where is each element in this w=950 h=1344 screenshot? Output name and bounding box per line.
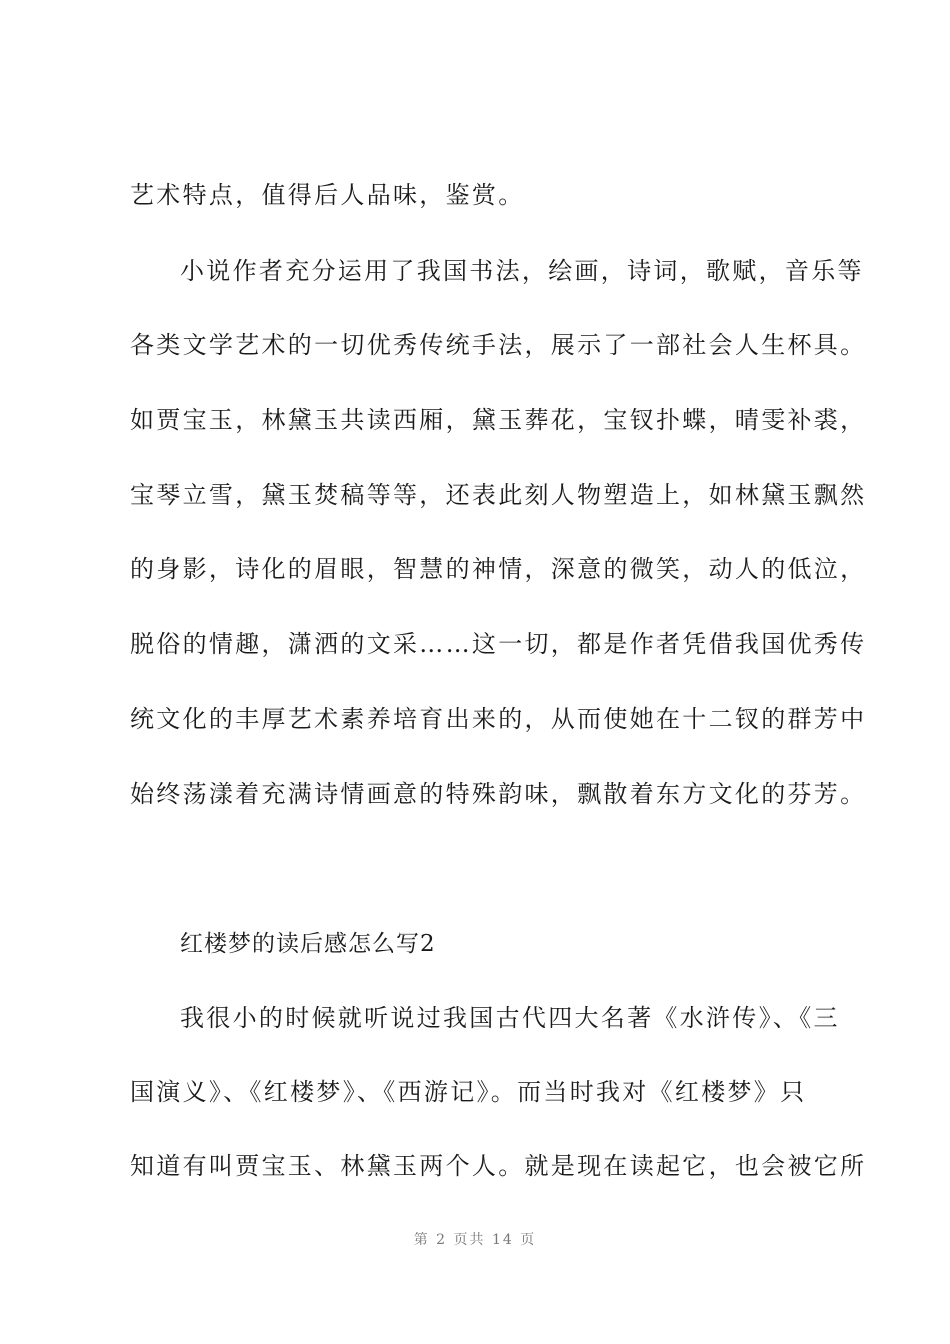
paragraph-line: 小说作者充分运用了我国书法，绘画，诗词，歌赋，音乐等 — [180, 257, 864, 285]
paragraph-line: 国演义》、《红楼梦》、《西游记》。而当时我对《红楼梦》只 — [130, 1078, 807, 1106]
paragraph-line: 各类文学艺术的一切优秀传统手法，展示了一部社会人生杯具。 — [130, 331, 867, 359]
paragraph-line: 始终荡漾着充满诗情画意的特殊韵味，飘散着东方文化的芬芳。 — [130, 780, 867, 808]
paragraph-line: 统文化的丰厚艺术素养培育出来的，从而使她在十二钗的群芳中 — [130, 705, 867, 733]
paragraph-line: 如贾宝玉，林黛玉共读西厢，黛玉葬花，宝钗扑蝶，晴雯补裘， — [130, 406, 867, 434]
paragraph-line: 宝琴立雪，黛玉焚稿等等，还表此刻人物塑造上，如林黛玉飘然 — [130, 481, 867, 509]
paragraph-line: 艺术特点，值得后人品味，鉴赏。 — [130, 181, 525, 209]
paragraph-line: 知道有叫贾宝玉、林黛玉两个人。就是现在读起它，也会被它所 — [130, 1152, 867, 1180]
paragraph-line: 的身影，诗化的眉眼，智慧的神情，深意的微笑，动人的低泣， — [130, 555, 867, 583]
page-number-footer: 第 2 页共 14 页 — [413, 1232, 537, 1248]
section-heading: 红楼梦的读后感怎么写2 — [180, 931, 436, 957]
paragraph-line: 脱俗的情趣，潇洒的文采……这一切，都是作者凭借我国优秀传 — [130, 630, 867, 658]
paragraph-line: 我很小的时候就听说过我国古代四大名著《水浒传》、《三 — [180, 1004, 840, 1032]
